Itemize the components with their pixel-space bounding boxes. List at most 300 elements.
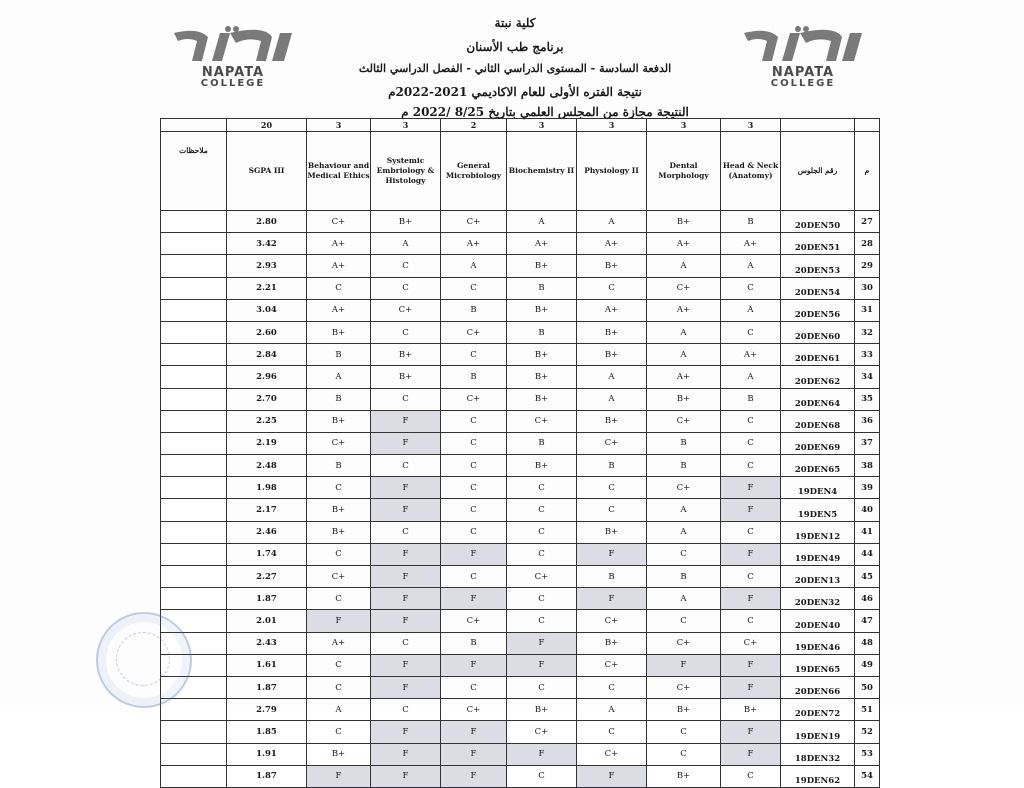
grade-cell: F [441, 743, 507, 765]
grade-cell: C+ [371, 299, 441, 321]
sgpa-cell: 2.48 [227, 455, 307, 477]
program-name: برنامج طب الأسنان [466, 40, 564, 54]
grade-cell: C [371, 699, 441, 721]
notes-cell [161, 211, 227, 233]
serial-cell: 29 [855, 255, 880, 277]
sgpa-cell: 1.91 [227, 743, 307, 765]
grade-cell: C+ [577, 654, 647, 676]
grade-cell: C [371, 455, 441, 477]
sgpa-cell: 1.87 [227, 588, 307, 610]
grade-cell: A [577, 699, 647, 721]
grade-cell: F [577, 765, 647, 787]
grade-cell: A+ [647, 299, 721, 321]
grade-cell: C [721, 765, 781, 787]
sgpa-cell: 2.43 [227, 632, 307, 654]
grade-cell: C [507, 588, 577, 610]
grade-cell: B+ [577, 632, 647, 654]
table-row [161, 543, 880, 565]
grade-cell: F [721, 676, 781, 698]
grade-cell: C [507, 521, 577, 543]
serial-cell: 45 [855, 566, 880, 588]
notes-cell [161, 477, 227, 499]
grade-cell: A+ [721, 344, 781, 366]
grade-cell: C [577, 499, 647, 521]
serial-cell: 47 [855, 610, 880, 632]
grade-cell: B+ [721, 699, 781, 721]
grade-cell: F [371, 410, 441, 432]
notes-cell [161, 543, 227, 565]
grade-cell: B+ [307, 321, 371, 343]
col-sgpa: SGPA III [227, 132, 307, 211]
serial-cell: 38 [855, 455, 880, 477]
seat-number-cell: 20DEN13 [781, 566, 855, 588]
grade-cell: C [721, 277, 781, 299]
grade-cell: C [371, 388, 441, 410]
notes-cell [161, 299, 227, 321]
table-row [161, 721, 880, 743]
grade-cell: C+ [507, 566, 577, 588]
col-notes: ملاحظات [161, 132, 227, 211]
table-row [161, 654, 880, 676]
grade-cell: C [721, 321, 781, 343]
credit-empty [161, 119, 227, 132]
grade-cell: A+ [507, 233, 577, 255]
seat-number-cell: 20DEN40 [781, 610, 855, 632]
serial-cell: 51 [855, 699, 880, 721]
serial-cell: 39 [855, 477, 880, 499]
table-row [161, 566, 880, 588]
serial-cell: 37 [855, 432, 880, 454]
grade-cell: C [441, 566, 507, 588]
grade-cell: B+ [577, 321, 647, 343]
credit-hours-row [161, 119, 880, 132]
grade-cell: F [371, 765, 441, 787]
col-serial: م [855, 132, 880, 211]
sgpa-cell: 1.85 [227, 721, 307, 743]
grade-cell: B+ [577, 255, 647, 277]
notes-cell [161, 743, 227, 765]
grade-cell: F [371, 499, 441, 521]
notes-cell [161, 566, 227, 588]
grade-cell: B [507, 432, 577, 454]
grade-cell: C+ [577, 432, 647, 454]
table-row [161, 699, 880, 721]
grade-cell: A+ [307, 632, 371, 654]
grade-cell: B [577, 455, 647, 477]
table-row [161, 255, 880, 277]
notes-cell [161, 499, 227, 521]
grade-cell: C+ [307, 566, 371, 588]
grade-cell: B+ [647, 211, 721, 233]
grade-cell: F [721, 499, 781, 521]
credit-cell: 3 [721, 119, 781, 132]
table-row [161, 366, 880, 388]
grade-cell: A [721, 366, 781, 388]
grade-cell: A+ [647, 233, 721, 255]
grade-cell: F [441, 721, 507, 743]
table-row [161, 632, 880, 654]
grade-cell: F [721, 654, 781, 676]
grade-cell: C [507, 610, 577, 632]
grade-cell: B+ [577, 521, 647, 543]
grade-cell: C [307, 277, 371, 299]
table-row [161, 299, 880, 321]
college-logo-left: NAPATA COLLEGE [168, 25, 298, 95]
grade-cell: C+ [647, 632, 721, 654]
sgpa-cell: 2.19 [227, 432, 307, 454]
official-stamp [96, 612, 192, 708]
notes-cell [161, 432, 227, 454]
college-name: كلية نبتة [494, 16, 536, 30]
grade-cell: B+ [507, 344, 577, 366]
seat-number-cell: 20DEN60 [781, 321, 855, 343]
grade-cell: C [441, 499, 507, 521]
grade-cell: B+ [307, 410, 371, 432]
serial-cell: 54 [855, 765, 880, 787]
seat-number-cell: 18DEN32 [781, 743, 855, 765]
seat-number-cell: 20DEN50 [781, 211, 855, 233]
grade-cell: B+ [371, 211, 441, 233]
grade-cell: F [577, 543, 647, 565]
grade-cell: F [371, 654, 441, 676]
grade-cell: C [577, 477, 647, 499]
grade-cell: B [441, 366, 507, 388]
grade-cell: A [721, 255, 781, 277]
grade-cell: C [577, 676, 647, 698]
grade-cell: C [441, 344, 507, 366]
serial-cell: 31 [855, 299, 880, 321]
credit-cell: 2 [441, 119, 507, 132]
grade-cell: C+ [647, 676, 721, 698]
grade-cell: C [721, 566, 781, 588]
seat-number-cell: 20DEN32 [781, 588, 855, 610]
grade-cell: B [647, 432, 721, 454]
serial-cell: 53 [855, 743, 880, 765]
serial-cell: 34 [855, 366, 880, 388]
sgpa-cell: 2.46 [227, 521, 307, 543]
grade-cell: B [647, 566, 721, 588]
serial-cell: 28 [855, 233, 880, 255]
table-row [161, 499, 880, 521]
grade-cell: C+ [441, 388, 507, 410]
notes-cell [161, 233, 227, 255]
sgpa-cell: 1.61 [227, 654, 307, 676]
table-row [161, 743, 880, 765]
grade-cell: A [577, 388, 647, 410]
grade-cell: F [441, 765, 507, 787]
grade-cell: F [371, 721, 441, 743]
grade-cell: A [371, 233, 441, 255]
grade-cell: F [371, 610, 441, 632]
table-row [161, 676, 880, 698]
seat-number-cell: 19DEN19 [781, 721, 855, 743]
grade-cell: F [507, 632, 577, 654]
grade-cell: C [371, 277, 441, 299]
grade-cell: C+ [441, 321, 507, 343]
grade-cell: C [307, 721, 371, 743]
notes-cell [161, 388, 227, 410]
sgpa-cell: 3.04 [227, 299, 307, 321]
grade-cell: A [647, 255, 721, 277]
grade-cell: B [507, 321, 577, 343]
grade-cell: B+ [371, 366, 441, 388]
grade-cell: F [371, 743, 441, 765]
credit-cell: 3 [371, 119, 441, 132]
grade-cell: C+ [721, 632, 781, 654]
column-headers [161, 132, 880, 211]
grade-cell: C [307, 477, 371, 499]
table-row [161, 410, 880, 432]
col-physiology: Physiology II [577, 132, 647, 211]
serial-cell: 41 [855, 521, 880, 543]
grade-cell: F [507, 654, 577, 676]
grade-cell: C [441, 410, 507, 432]
grade-cell: B [647, 455, 721, 477]
grade-cell: B [577, 566, 647, 588]
notes-cell [161, 721, 227, 743]
serial-cell: 30 [855, 277, 880, 299]
notes-cell [161, 521, 227, 543]
seat-number-cell: 20DEN53 [781, 255, 855, 277]
serial-cell: 40 [855, 499, 880, 521]
seat-number-cell: 19DEN49 [781, 543, 855, 565]
col-biochemistry: Biochemistry II [507, 132, 577, 211]
grade-cell: C [507, 543, 577, 565]
grade-cell: C [721, 455, 781, 477]
table-row [161, 388, 880, 410]
grade-cell: B+ [507, 455, 577, 477]
grade-cell: C+ [441, 211, 507, 233]
seat-number-cell: 20DEN66 [781, 676, 855, 698]
col-head-neck: Head & Neck (Anatomy) [721, 132, 781, 211]
grade-cell: C [721, 410, 781, 432]
grade-cell: C [507, 499, 577, 521]
seat-number-cell: 19DEN46 [781, 632, 855, 654]
serial-cell: 52 [855, 721, 880, 743]
grade-cell: C+ [647, 277, 721, 299]
grade-cell: C+ [441, 699, 507, 721]
grade-cell: A [647, 521, 721, 543]
table-row [161, 588, 880, 610]
col-dental-morphology: Dental Morphology [647, 132, 721, 211]
credit-cell: 3 [507, 119, 577, 132]
grade-cell: B+ [507, 699, 577, 721]
sgpa-cell: 2.93 [227, 255, 307, 277]
sgpa-cell: 2.96 [227, 366, 307, 388]
grade-cell: F [371, 543, 441, 565]
sgpa-cell: 1.87 [227, 765, 307, 787]
grade-cell: F [441, 654, 507, 676]
credit-empty [855, 119, 880, 132]
grade-cell: A [647, 588, 721, 610]
grade-cell: F [721, 477, 781, 499]
notes-cell [161, 410, 227, 432]
grade-cell: B+ [647, 388, 721, 410]
grade-cell: F [371, 566, 441, 588]
seat-number-cell: 20DEN68 [781, 410, 855, 432]
grade-cell: C+ [307, 432, 371, 454]
grade-cell: B+ [507, 366, 577, 388]
grade-cell: C [647, 543, 721, 565]
grade-cell: C+ [441, 610, 507, 632]
notes-cell [161, 255, 227, 277]
notes-cell [161, 588, 227, 610]
grade-cell: C [307, 654, 371, 676]
grade-cell: C [647, 610, 721, 632]
grade-cell: B+ [371, 344, 441, 366]
grade-cell: A [721, 299, 781, 321]
grade-cell: F [371, 676, 441, 698]
grade-cell: F [721, 743, 781, 765]
result-line: نتيجة الفتره الأولى للعام الاكاديمي 2021-2022م [388, 85, 642, 99]
grade-cell: B+ [507, 299, 577, 321]
grade-cell: B [721, 211, 781, 233]
serial-cell: 33 [855, 344, 880, 366]
grade-cell: A [441, 255, 507, 277]
table-row [161, 321, 880, 343]
grade-cell: C [441, 477, 507, 499]
grade-cell: A [307, 366, 371, 388]
notes-cell [161, 765, 227, 787]
serial-cell: 35 [855, 388, 880, 410]
seat-number-cell: 19DEN12 [781, 521, 855, 543]
grade-cell: A+ [307, 299, 371, 321]
grade-cell: A [647, 344, 721, 366]
grade-cell: C+ [577, 743, 647, 765]
grade-cell: B [307, 344, 371, 366]
grade-cell: C [721, 610, 781, 632]
seat-number-cell: 19DEN4 [781, 477, 855, 499]
grade-cell: A+ [577, 299, 647, 321]
grade-cell: B+ [307, 499, 371, 521]
grade-cell: C [507, 477, 577, 499]
seat-number-cell: 20DEN54 [781, 277, 855, 299]
sgpa-cell: 1.98 [227, 477, 307, 499]
table-row [161, 344, 880, 366]
seat-number-cell: 19DEN65 [781, 654, 855, 676]
batch-line: الدفعة السادسة - المستوى الدراسي الثاني - الفصل الدراسي الثالث [358, 62, 672, 75]
grade-cell: F [307, 610, 371, 632]
credit-cell: 3 [307, 119, 371, 132]
grade-cell: F [721, 588, 781, 610]
serial-cell: 49 [855, 654, 880, 676]
sgpa-cell: 3.42 [227, 233, 307, 255]
grade-cell: B [307, 388, 371, 410]
grade-cell: C [441, 277, 507, 299]
grade-cell: B [307, 455, 371, 477]
grade-cell: C [577, 721, 647, 743]
grade-cell: C [577, 277, 647, 299]
grade-cell: C [507, 676, 577, 698]
grade-cell: C [721, 432, 781, 454]
sgpa-cell: 2.60 [227, 321, 307, 343]
seat-number-cell: 20DEN69 [781, 432, 855, 454]
grade-cell: B+ [507, 255, 577, 277]
serial-cell: 27 [855, 211, 880, 233]
serial-cell: 32 [855, 321, 880, 343]
grade-cell: B+ [507, 388, 577, 410]
seat-number-cell: 20DEN56 [781, 299, 855, 321]
grade-cell: C [507, 765, 577, 787]
grade-cell: C+ [577, 610, 647, 632]
grade-cell: C [721, 521, 781, 543]
grade-cell: A+ [721, 233, 781, 255]
table-row [161, 211, 880, 233]
col-seat-number: رقم الجلوس [781, 132, 855, 211]
grade-cell: F [721, 721, 781, 743]
notes-cell [161, 277, 227, 299]
grade-cell: A+ [307, 255, 371, 277]
table-row [161, 277, 880, 299]
grade-cell: A [647, 321, 721, 343]
sgpa-cell: 2.17 [227, 499, 307, 521]
seat-number-cell: 20DEN65 [781, 455, 855, 477]
table-row [161, 233, 880, 255]
grade-cell: B+ [647, 765, 721, 787]
col-microbiology: General Microbiology [441, 132, 507, 211]
grade-cell: A [577, 366, 647, 388]
sgpa-cell: 2.01 [227, 610, 307, 632]
sgpa-cell: 2.80 [227, 211, 307, 233]
grade-cell: C [441, 432, 507, 454]
grade-cell: B+ [577, 410, 647, 432]
grade-cell: C [307, 588, 371, 610]
grade-cell: F [371, 588, 441, 610]
grade-cell: B+ [647, 699, 721, 721]
grade-cell: C [647, 721, 721, 743]
grade-cell: A [307, 699, 371, 721]
credit-empty [781, 119, 855, 132]
grade-cell: C+ [507, 721, 577, 743]
credit-cell: 20 [227, 119, 307, 132]
table-row [161, 610, 880, 632]
grade-cell: A+ [647, 366, 721, 388]
grade-cell: F [441, 588, 507, 610]
grade-cell: B [507, 277, 577, 299]
grade-cell: C [307, 543, 371, 565]
notes-cell [161, 321, 227, 343]
grade-cell: C+ [307, 211, 371, 233]
seat-number-cell: 20DEN51 [781, 233, 855, 255]
grade-cell: F [577, 588, 647, 610]
seat-number-cell: 19DEN5 [781, 499, 855, 521]
grade-cell: A [577, 211, 647, 233]
grade-cell: F [507, 743, 577, 765]
results-table [160, 118, 880, 788]
serial-cell: 50 [855, 676, 880, 698]
grade-cell: C+ [507, 410, 577, 432]
grade-cell: F [441, 543, 507, 565]
serial-cell: 46 [855, 588, 880, 610]
col-behaviour: Behaviour and Medical Ethics [307, 132, 371, 211]
notes-cell [161, 344, 227, 366]
sgpa-cell: 2.25 [227, 410, 307, 432]
grade-cell: C [307, 676, 371, 698]
notes-cell [161, 699, 227, 721]
notes-cell [161, 366, 227, 388]
grade-cell: B [441, 299, 507, 321]
sgpa-cell: 2.70 [227, 388, 307, 410]
grade-cell: A+ [441, 233, 507, 255]
serial-cell: 44 [855, 543, 880, 565]
sgpa-cell: 1.74 [227, 543, 307, 565]
seat-number-cell: 20DEN64 [781, 388, 855, 410]
grade-cell: A [647, 499, 721, 521]
grade-cell: C+ [647, 477, 721, 499]
sgpa-cell: 2.79 [227, 699, 307, 721]
grade-cell: A+ [307, 233, 371, 255]
seat-number-cell: 19DEN62 [781, 765, 855, 787]
